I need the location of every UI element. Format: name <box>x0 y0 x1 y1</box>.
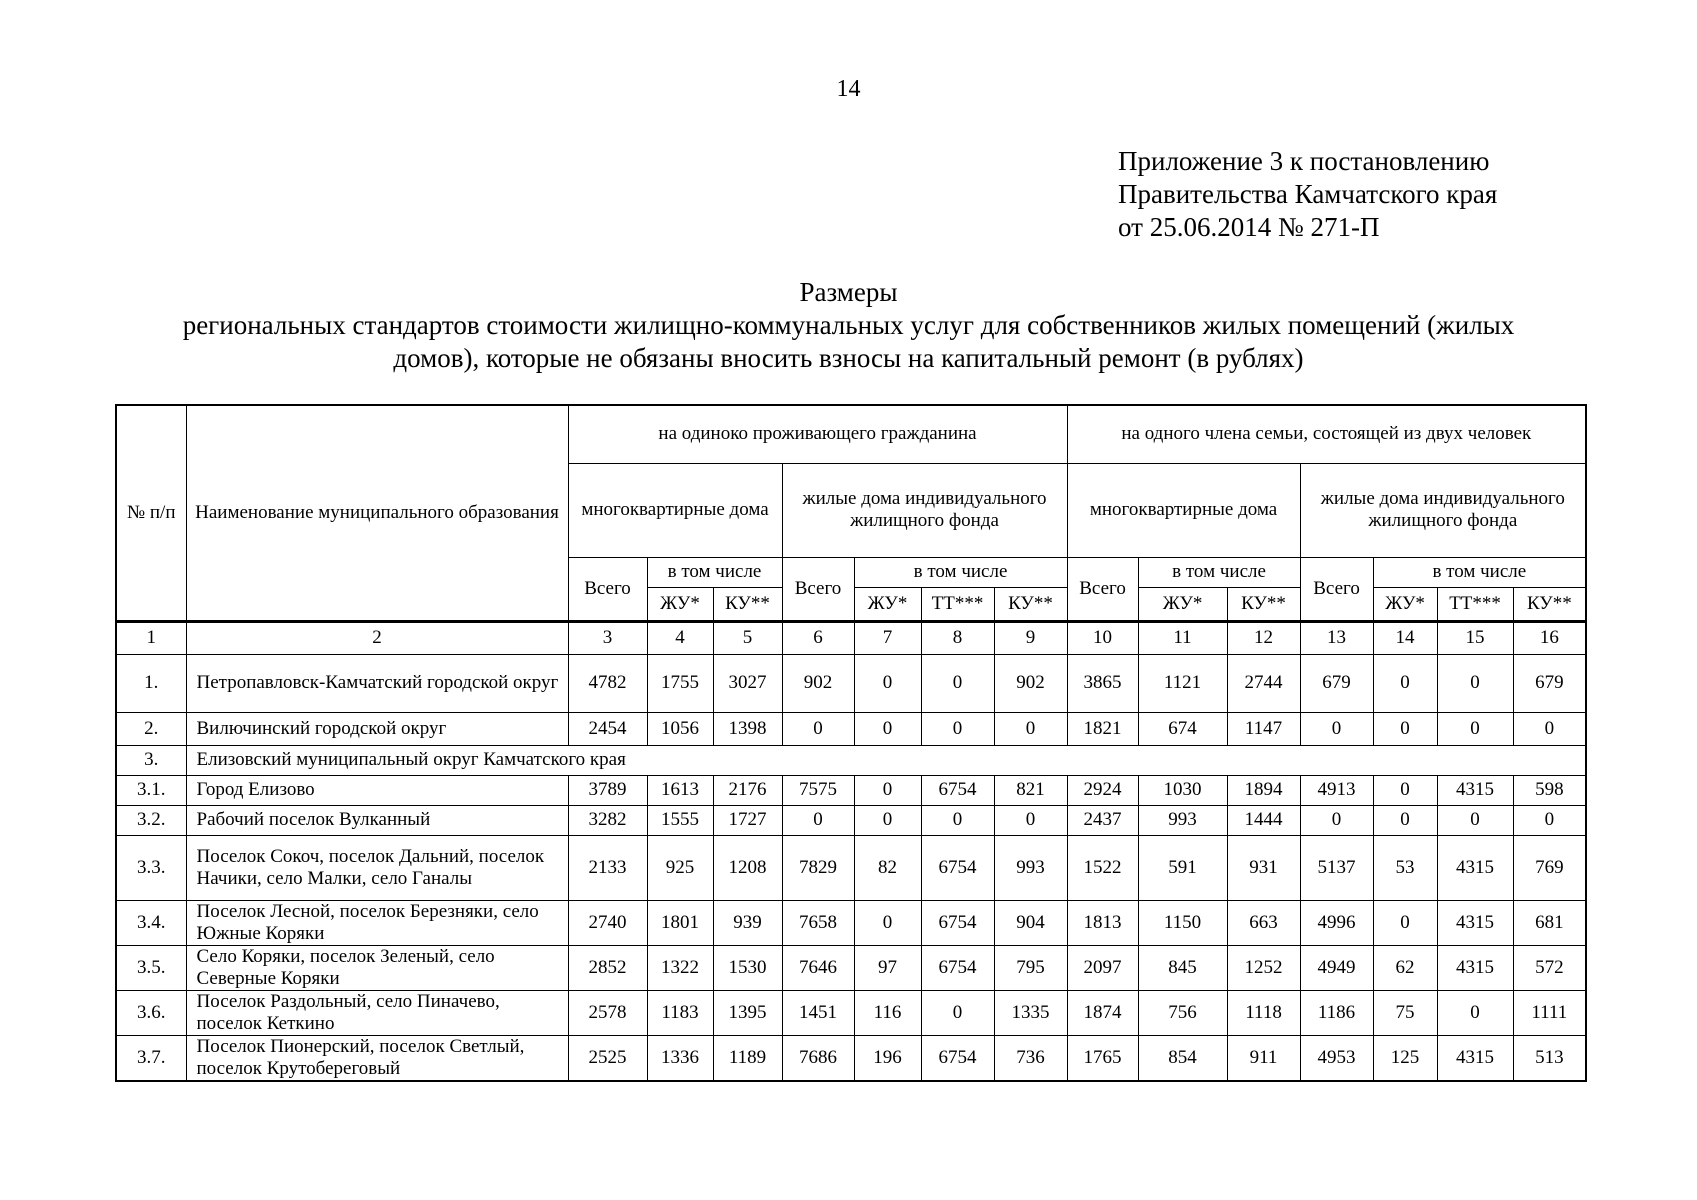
header-ku: КУ** <box>1227 587 1300 621</box>
value-cell: 3027 <box>713 654 782 712</box>
column-number: 14 <box>1373 621 1437 654</box>
header-apartment-single: многоквартирные дома <box>568 463 782 557</box>
column-number-row <box>116 621 1586 654</box>
value-cell: 125 <box>1373 1035 1437 1081</box>
value-cell: 3282 <box>568 805 647 835</box>
row-number: 3.1. <box>116 775 186 805</box>
value-cell: 0 <box>854 654 921 712</box>
value-cell: 4782 <box>568 654 647 712</box>
value-cell: 795 <box>994 945 1067 990</box>
value-cell: 1522 <box>1067 835 1138 900</box>
header-ku: КУ** <box>713 587 782 621</box>
appendix-line: от 25.06.2014 № 271-П <box>1118 212 1380 242</box>
value-cell: 2578 <box>568 990 647 1035</box>
row-number: 3. <box>116 745 186 775</box>
value-cell: 0 <box>921 990 994 1035</box>
column-number: 9 <box>994 621 1067 654</box>
municipality-name: Рабочий поселок Вулканный <box>186 805 568 835</box>
table-row <box>116 775 1586 805</box>
value-cell: 0 <box>1437 712 1513 745</box>
value-cell: 2924 <box>1067 775 1138 805</box>
header-ku: КУ** <box>994 587 1067 621</box>
value-cell: 1322 <box>647 945 713 990</box>
value-cell: 0 <box>1437 990 1513 1035</box>
value-cell: 1395 <box>713 990 782 1035</box>
municipality-name: Поселок Лесной, поселок Березняки, село Южные Коряки <box>186 900 568 945</box>
value-cell: 0 <box>1373 775 1437 805</box>
municipality-name: Село Коряки, поселок Зеленый, село Северные Коряки <box>186 945 568 990</box>
value-cell: 82 <box>854 835 921 900</box>
value-cell: 902 <box>782 654 854 712</box>
table-row <box>116 654 1586 712</box>
municipality-name: Вилючинский городской округ <box>186 712 568 745</box>
value-cell: 1111 <box>1513 990 1586 1035</box>
value-cell: 0 <box>1513 712 1586 745</box>
value-cell: 5137 <box>1300 835 1373 900</box>
value-cell: 2740 <box>568 900 647 945</box>
value-cell: 1030 <box>1138 775 1227 805</box>
header-including: в том числе <box>1138 557 1300 587</box>
value-cell: 0 <box>854 900 921 945</box>
value-cell: 598 <box>1513 775 1586 805</box>
value-cell: 7829 <box>782 835 854 900</box>
value-cell: 0 <box>854 712 921 745</box>
header-total: Всего <box>1067 557 1138 621</box>
value-cell: 1183 <box>647 990 713 1035</box>
value-cell: 1530 <box>713 945 782 990</box>
header-tt: ТТ*** <box>1437 587 1513 621</box>
column-number: 8 <box>921 621 994 654</box>
value-cell: 993 <box>994 835 1067 900</box>
value-cell: 2437 <box>1067 805 1138 835</box>
value-cell: 939 <box>713 900 782 945</box>
column-number: 12 <box>1227 621 1300 654</box>
title-heading: Размеры <box>799 277 898 307</box>
value-cell: 4315 <box>1437 775 1513 805</box>
standards-table <box>115 404 1587 1082</box>
value-cell: 769 <box>1513 835 1586 900</box>
header-including: в том числе <box>647 557 782 587</box>
value-cell: 6754 <box>921 1035 994 1081</box>
municipality-name: Город Елизово <box>186 775 568 805</box>
value-cell: 4315 <box>1437 900 1513 945</box>
municipality-name: Поселок Сокоч, поселок Дальний, поселок Начики, село Малки, село Ганалы <box>186 835 568 900</box>
header-total: Всего <box>782 557 854 621</box>
value-cell: 7658 <box>782 900 854 945</box>
table-row <box>116 990 1586 1035</box>
header-individual-family: жилые дома индивидуального жилищного фонда <box>1300 463 1586 557</box>
value-cell: 3789 <box>568 775 647 805</box>
value-cell: 0 <box>1437 805 1513 835</box>
value-cell: 1727 <box>713 805 782 835</box>
appendix-note <box>1118 145 1497 244</box>
value-cell: 0 <box>782 712 854 745</box>
table-row <box>116 745 1586 775</box>
value-cell: 7686 <box>782 1035 854 1081</box>
value-cell: 6754 <box>921 775 994 805</box>
value-cell: 1801 <box>647 900 713 945</box>
row-number: 3.2. <box>116 805 186 835</box>
value-cell: 1189 <box>713 1035 782 1081</box>
value-cell: 0 <box>921 654 994 712</box>
value-cell: 1056 <box>647 712 713 745</box>
title-line: региональных стандартов стоимости жилищно-коммунальных услуг для собственников жилых помещений (жилых <box>182 310 1515 340</box>
municipality-name: Поселок Пионерский, поселок Светлый, поселок Крутобереговый <box>186 1035 568 1081</box>
value-cell: 1118 <box>1227 990 1300 1035</box>
value-cell: 591 <box>1138 835 1227 900</box>
value-cell: 1335 <box>994 990 1067 1035</box>
value-cell: 679 <box>1300 654 1373 712</box>
value-cell: 1208 <box>713 835 782 900</box>
header-ku: КУ** <box>1513 587 1586 621</box>
value-cell: 4913 <box>1300 775 1373 805</box>
appendix-line: Правительства Камчатского края <box>1118 179 1498 209</box>
row-number: 2. <box>116 712 186 745</box>
value-cell: 0 <box>1373 900 1437 945</box>
column-number: 4 <box>647 621 713 654</box>
value-cell: 4315 <box>1437 945 1513 990</box>
header-including: в том числе <box>854 557 1067 587</box>
value-cell: 756 <box>1138 990 1227 1035</box>
title-line: домов), которые не обязаны вносить взносы на капитальный ремонт (в рублях) <box>393 343 1304 373</box>
document-title <box>60 276 1637 375</box>
value-cell: 2176 <box>713 775 782 805</box>
column-number: 2 <box>186 621 568 654</box>
value-cell: 7646 <box>782 945 854 990</box>
standards-table-container <box>115 404 1585 1082</box>
column-numbers-body <box>116 621 1586 654</box>
municipality-name: Елизовский муниципальный округ Камчатского края <box>186 745 1586 775</box>
value-cell: 1874 <box>1067 990 1138 1035</box>
header-zhu: ЖУ* <box>1138 587 1227 621</box>
column-number: 16 <box>1513 621 1586 654</box>
header-total: Всего <box>1300 557 1373 621</box>
value-cell: 845 <box>1138 945 1227 990</box>
value-cell: 1613 <box>647 775 713 805</box>
appendix-line: Приложение 3 к постановлению <box>1118 146 1490 176</box>
page-number: 14 <box>836 76 861 102</box>
value-cell: 0 <box>1300 712 1373 745</box>
header-zhu: ЖУ* <box>647 587 713 621</box>
value-cell: 1252 <box>1227 945 1300 990</box>
value-cell: 6754 <box>921 835 994 900</box>
value-cell: 0 <box>994 712 1067 745</box>
value-cell: 1813 <box>1067 900 1138 945</box>
value-cell: 1755 <box>647 654 713 712</box>
value-cell: 1894 <box>1227 775 1300 805</box>
column-number: 3 <box>568 621 647 654</box>
header-total: Всего <box>568 557 647 621</box>
header-including: в том числе <box>1373 557 1586 587</box>
column-number: 1 <box>116 621 186 654</box>
value-cell: 4315 <box>1437 1035 1513 1081</box>
value-cell: 663 <box>1227 900 1300 945</box>
value-cell: 2133 <box>568 835 647 900</box>
row-number: 1. <box>116 654 186 712</box>
value-cell: 1444 <box>1227 805 1300 835</box>
header-zhu: ЖУ* <box>1373 587 1437 621</box>
value-cell: 0 <box>921 805 994 835</box>
row-number: 3.5. <box>116 945 186 990</box>
column-number: 6 <box>782 621 854 654</box>
value-cell: 2852 <box>568 945 647 990</box>
column-number: 5 <box>713 621 782 654</box>
municipality-name: Поселок Раздольный, село Пиначево, поселок Кеткино <box>186 990 568 1035</box>
value-cell: 2097 <box>1067 945 1138 990</box>
value-cell: 1336 <box>647 1035 713 1081</box>
header-zhu: ЖУ* <box>854 587 921 621</box>
value-cell: 75 <box>1373 990 1437 1035</box>
value-cell: 0 <box>854 805 921 835</box>
table-row <box>116 835 1586 900</box>
header-num: № п/п <box>116 405 186 621</box>
value-cell: 1121 <box>1138 654 1227 712</box>
column-number: 11 <box>1138 621 1227 654</box>
value-cell: 1150 <box>1138 900 1227 945</box>
value-cell: 925 <box>647 835 713 900</box>
value-cell: 4996 <box>1300 900 1373 945</box>
value-cell: 0 <box>1437 654 1513 712</box>
value-cell: 681 <box>1513 900 1586 945</box>
column-number: 10 <box>1067 621 1138 654</box>
header-group-family: на одного члена семьи, состоящей из двух человек <box>1067 405 1586 463</box>
column-number: 13 <box>1300 621 1373 654</box>
value-cell: 2744 <box>1227 654 1300 712</box>
header-individual-single: жилые дома индивидуального жилищного фонда <box>782 463 1067 557</box>
value-cell: 6754 <box>921 945 994 990</box>
row-number: 3.4. <box>116 900 186 945</box>
value-cell: 4315 <box>1437 835 1513 900</box>
value-cell: 1765 <box>1067 1035 1138 1081</box>
value-cell: 679 <box>1513 654 1586 712</box>
value-cell: 7575 <box>782 775 854 805</box>
value-cell: 513 <box>1513 1035 1586 1081</box>
value-cell: 0 <box>994 805 1067 835</box>
value-cell: 1821 <box>1067 712 1138 745</box>
value-cell: 0 <box>1373 654 1437 712</box>
value-cell: 1398 <box>713 712 782 745</box>
table-row <box>116 900 1586 945</box>
table-row <box>116 1035 1586 1081</box>
value-cell: 993 <box>1138 805 1227 835</box>
row-number: 3.3. <box>116 835 186 900</box>
column-number: 15 <box>1437 621 1513 654</box>
value-cell: 572 <box>1513 945 1586 990</box>
value-cell: 196 <box>854 1035 921 1081</box>
header-name: Наименование муниципального образования <box>186 405 568 621</box>
value-cell: 854 <box>1138 1035 1227 1081</box>
row-number: 3.7. <box>116 1035 186 1081</box>
header-apartment-family: многоквартирные дома <box>1067 463 1300 557</box>
row-number: 3.6. <box>116 990 186 1035</box>
table-row <box>116 805 1586 835</box>
value-cell: 904 <box>994 900 1067 945</box>
table-row <box>116 712 1586 745</box>
value-cell: 1451 <box>782 990 854 1035</box>
value-cell: 0 <box>1513 805 1586 835</box>
value-cell: 4953 <box>1300 1035 1373 1081</box>
value-cell: 902 <box>994 654 1067 712</box>
header-group-single: на одиноко проживающего гражданина <box>568 405 1067 463</box>
value-cell: 53 <box>1373 835 1437 900</box>
value-cell: 6754 <box>921 900 994 945</box>
value-cell: 0 <box>1373 805 1437 835</box>
value-cell: 116 <box>854 990 921 1035</box>
value-cell: 62 <box>1373 945 1437 990</box>
value-cell: 0 <box>854 775 921 805</box>
value-cell: 0 <box>1373 712 1437 745</box>
value-cell: 911 <box>1227 1035 1300 1081</box>
table-body <box>116 654 1586 1081</box>
value-cell: 1147 <box>1227 712 1300 745</box>
value-cell: 1186 <box>1300 990 1373 1035</box>
value-cell: 0 <box>921 712 994 745</box>
column-number: 7 <box>854 621 921 654</box>
header-tt: ТТ*** <box>921 587 994 621</box>
value-cell: 736 <box>994 1035 1067 1081</box>
value-cell: 3865 <box>1067 654 1138 712</box>
value-cell: 931 <box>1227 835 1300 900</box>
value-cell: 0 <box>1300 805 1373 835</box>
value-cell: 821 <box>994 775 1067 805</box>
value-cell: 2525 <box>568 1035 647 1081</box>
value-cell: 4949 <box>1300 945 1373 990</box>
municipality-name: Петропавловск-Камчатский городской округ <box>186 654 568 712</box>
value-cell: 674 <box>1138 712 1227 745</box>
value-cell: 97 <box>854 945 921 990</box>
table-row <box>116 945 1586 990</box>
value-cell: 2454 <box>568 712 647 745</box>
value-cell: 0 <box>782 805 854 835</box>
value-cell: 1555 <box>647 805 713 835</box>
